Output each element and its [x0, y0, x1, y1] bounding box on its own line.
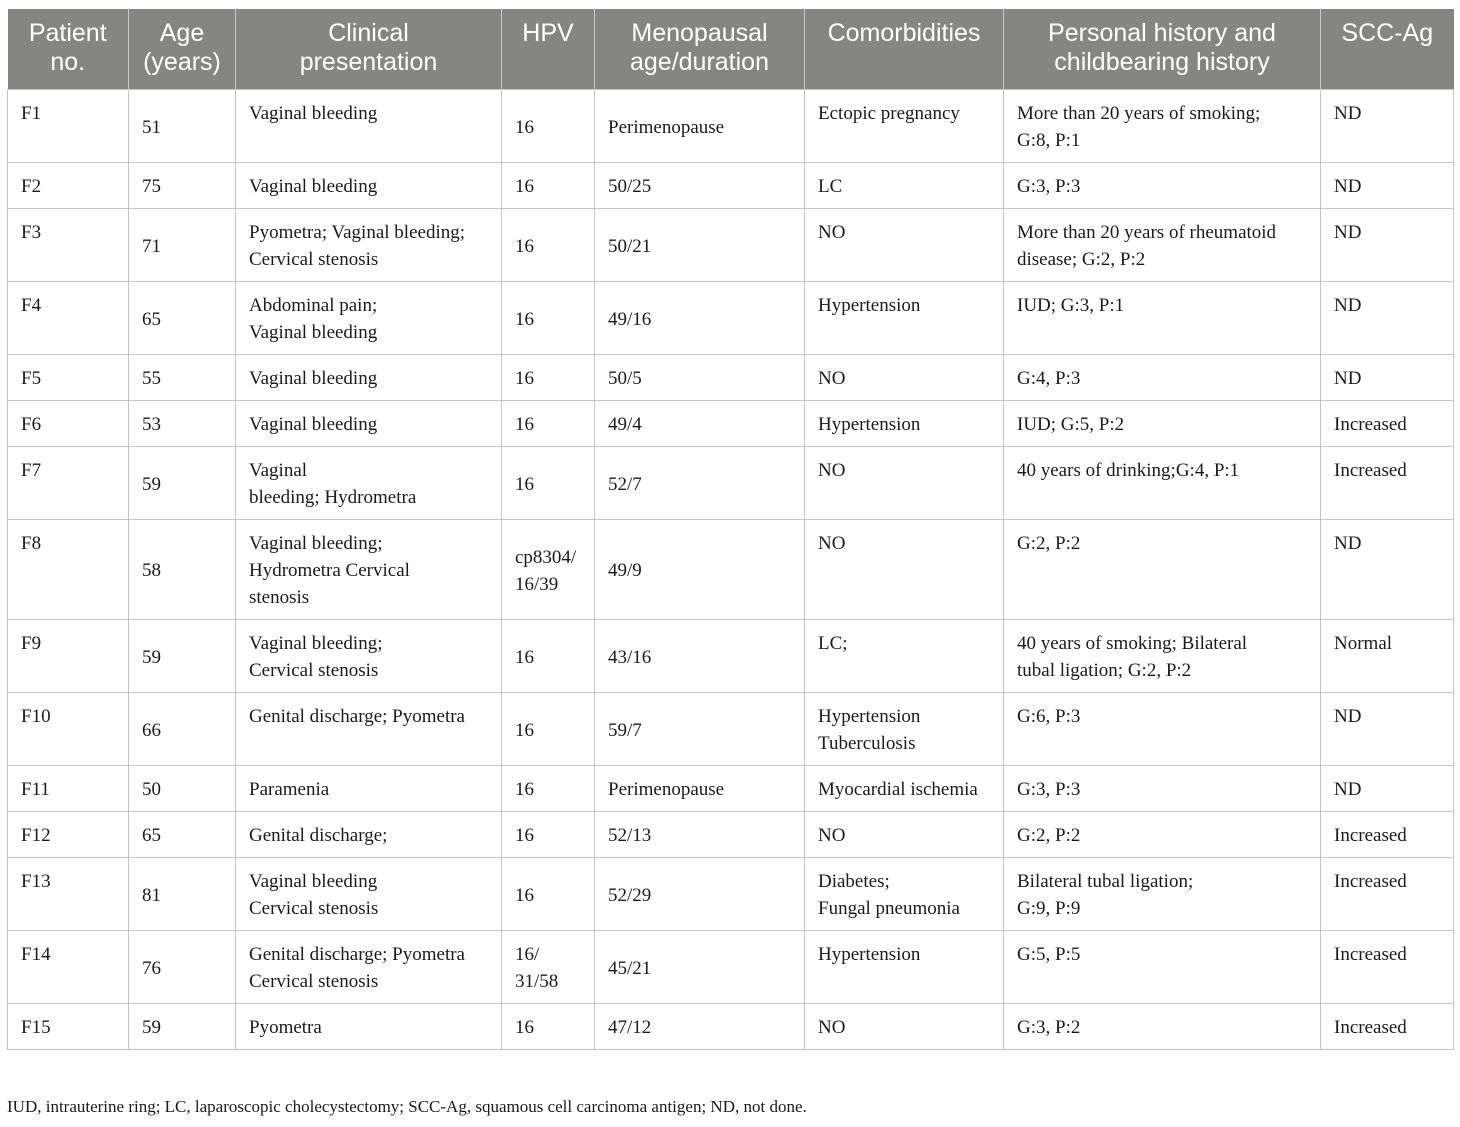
- cell-scc-ag: Increased: [1321, 401, 1454, 447]
- table-container: [7, 9, 1453, 1050]
- cell-age: 55: [129, 355, 236, 401]
- cell-comorbidities: Hypertension: [805, 931, 1004, 1004]
- cell-comorbidities: NO: [805, 520, 1004, 620]
- cell-menopausal-age-duration: 52/7: [595, 447, 805, 520]
- cell-age: 75: [129, 163, 236, 209]
- cell-patient-no: F9: [8, 620, 129, 693]
- cell-comorbidities: NO: [805, 447, 1004, 520]
- table-row: [8, 163, 1454, 209]
- cell-clinical-presentation: Vaginal bleeding: [236, 355, 502, 401]
- cell-clinical-presentation: Vaginal bleeding; Hydrometra: [236, 447, 502, 520]
- cell-comorbidities: NO: [805, 355, 1004, 401]
- table-row: [8, 401, 1454, 447]
- cell-scc-ag: ND: [1321, 520, 1454, 620]
- header-patient-no: Patient no.: [8, 9, 129, 90]
- cell-clinical-presentation: Pyometra: [236, 1004, 502, 1050]
- cell-clinical-presentation: Abdominal pain; Vaginal bleeding: [236, 282, 502, 355]
- cell-personal-history: G:2, P:2: [1004, 812, 1321, 858]
- cell-age: 81: [129, 858, 236, 931]
- cell-menopausal-age-duration: 50/25: [595, 163, 805, 209]
- cell-menopausal-age-duration: 49/9: [595, 520, 805, 620]
- cell-personal-history: G:3, P:3: [1004, 163, 1321, 209]
- cell-patient-no: F12: [8, 812, 129, 858]
- cell-clinical-presentation: Pyometra; Vaginal bleeding; Cervical stenosis: [236, 209, 502, 282]
- header-hpv: HPV: [502, 9, 595, 90]
- cell-menopausal-age-duration: Perimenopause: [595, 766, 805, 812]
- cell-hpv: 16: [502, 620, 595, 693]
- cell-scc-ag: Increased: [1321, 1004, 1454, 1050]
- cell-menopausal-age-duration: 50/21: [595, 209, 805, 282]
- table-row: [8, 693, 1454, 766]
- cell-patient-no: F8: [8, 520, 129, 620]
- cell-clinical-presentation: Paramenia: [236, 766, 502, 812]
- table-row: [8, 931, 1454, 1004]
- table-row: [8, 355, 1454, 401]
- cell-hpv: 16: [502, 90, 595, 163]
- table-row: [8, 812, 1454, 858]
- cell-patient-no: F11: [8, 766, 129, 812]
- cell-patient-no: F1: [8, 90, 129, 163]
- cell-hpv: 16: [502, 858, 595, 931]
- cell-clinical-presentation: Genital discharge; Pyometra: [236, 693, 502, 766]
- cell-clinical-presentation: Genital discharge; Pyometra Cervical stenosis: [236, 931, 502, 1004]
- cell-menopausal-age-duration: 52/13: [595, 812, 805, 858]
- cell-scc-ag: ND: [1321, 90, 1454, 163]
- table-row: [8, 90, 1454, 163]
- cell-scc-ag: ND: [1321, 766, 1454, 812]
- cell-menopausal-age-duration: 52/29: [595, 858, 805, 931]
- cell-patient-no: F5: [8, 355, 129, 401]
- cell-personal-history: G:4, P:3: [1004, 355, 1321, 401]
- cell-clinical-presentation: Vaginal bleeding: [236, 90, 502, 163]
- cell-menopausal-age-duration: 47/12: [595, 1004, 805, 1050]
- cell-patient-no: F2: [8, 163, 129, 209]
- header-row: [8, 9, 1454, 90]
- cell-comorbidities: Diabetes; Fungal pneumonia: [805, 858, 1004, 931]
- cell-hpv: cp8304/ 16/39: [502, 520, 595, 620]
- cell-age: 59: [129, 1004, 236, 1050]
- cell-personal-history: G:2, P:2: [1004, 520, 1321, 620]
- cell-personal-history: 40 years of smoking; Bilateral tubal ligation; G:2, P:2: [1004, 620, 1321, 693]
- cell-age: 51: [129, 90, 236, 163]
- cell-age: 71: [129, 209, 236, 282]
- header-clinical-presentation: Clinical presentation: [236, 9, 502, 90]
- cell-patient-no: F6: [8, 401, 129, 447]
- header-comorbidities: Comorbidities: [805, 9, 1004, 90]
- cell-patient-no: F14: [8, 931, 129, 1004]
- cell-comorbidities: Ectopic pregnancy: [805, 90, 1004, 163]
- cell-clinical-presentation: Vaginal bleeding: [236, 163, 502, 209]
- cell-hpv: 16: [502, 355, 595, 401]
- cell-age: 65: [129, 282, 236, 355]
- cell-scc-ag: Normal: [1321, 620, 1454, 693]
- cell-patient-no: F10: [8, 693, 129, 766]
- cell-age: 58: [129, 520, 236, 620]
- cell-scc-ag: Increased: [1321, 447, 1454, 520]
- cell-hpv: 16: [502, 447, 595, 520]
- table-row: [8, 858, 1454, 931]
- cell-age: 65: [129, 812, 236, 858]
- cell-clinical-presentation: Vaginal bleeding: [236, 401, 502, 447]
- cell-personal-history: G:3, P:2: [1004, 1004, 1321, 1050]
- cell-comorbidities: Hypertension: [805, 282, 1004, 355]
- cell-hpv: 16: [502, 693, 595, 766]
- table-row: [8, 620, 1454, 693]
- cell-comorbidities: Hypertension Tuberculosis: [805, 693, 1004, 766]
- cell-age: 59: [129, 447, 236, 520]
- cell-age: 59: [129, 620, 236, 693]
- cell-clinical-presentation: Vaginal bleeding; Cervical stenosis: [236, 620, 502, 693]
- cell-hpv: 16: [502, 282, 595, 355]
- cell-personal-history: Bilateral tubal ligation; G:9, P:9: [1004, 858, 1321, 931]
- cell-scc-ag: ND: [1321, 282, 1454, 355]
- cell-comorbidities: LC: [805, 163, 1004, 209]
- table-row: [8, 520, 1454, 620]
- cell-scc-ag: ND: [1321, 209, 1454, 282]
- cell-menopausal-age-duration: 45/21: [595, 931, 805, 1004]
- cell-comorbidities: Myocardial ischemia: [805, 766, 1004, 812]
- cell-comorbidities: Hypertension: [805, 401, 1004, 447]
- cell-scc-ag: ND: [1321, 355, 1454, 401]
- cell-menopausal-age-duration: Perimenopause: [595, 90, 805, 163]
- header-personal-history: Personal history and childbearing history: [1004, 9, 1321, 90]
- table-row: [8, 209, 1454, 282]
- table-body: [8, 90, 1454, 1050]
- cell-scc-ag: Increased: [1321, 931, 1454, 1004]
- cell-menopausal-age-duration: 43/16: [595, 620, 805, 693]
- cell-menopausal-age-duration: 50/5: [595, 355, 805, 401]
- cell-patient-no: F3: [8, 209, 129, 282]
- cell-personal-history: G:6, P:3: [1004, 693, 1321, 766]
- table-footnote: IUD, intrauterine ring; LC, laparoscopic cholecystectomy; SCC-Ag, squamous cell carcinoma antigen; ND, not done.: [7, 1097, 807, 1116]
- cell-scc-ag: Increased: [1321, 812, 1454, 858]
- cell-hpv: 16: [502, 1004, 595, 1050]
- cell-patient-no: F15: [8, 1004, 129, 1050]
- cell-personal-history: G:5, P:5: [1004, 931, 1321, 1004]
- cell-personal-history: More than 20 years of smoking; G:8, P:1: [1004, 90, 1321, 163]
- cell-personal-history: 40 years of drinking;G:4, P:1: [1004, 447, 1321, 520]
- cell-patient-no: F7: [8, 447, 129, 520]
- cell-personal-history: IUD; G:3, P:1: [1004, 282, 1321, 355]
- cell-hpv: 16/ 31/58: [502, 931, 595, 1004]
- cell-age: 66: [129, 693, 236, 766]
- cell-comorbidities: NO: [805, 812, 1004, 858]
- cell-comorbidities: NO: [805, 1004, 1004, 1050]
- cell-personal-history: G:3, P:3: [1004, 766, 1321, 812]
- cell-patient-no: F4: [8, 282, 129, 355]
- cell-hpv: 16: [502, 209, 595, 282]
- cell-age: 50: [129, 766, 236, 812]
- cell-hpv: 16: [502, 401, 595, 447]
- cell-personal-history: More than 20 years of rheumatoid disease; G:2, P:2: [1004, 209, 1321, 282]
- cell-hpv: 16: [502, 812, 595, 858]
- cell-menopausal-age-duration: 49/4: [595, 401, 805, 447]
- cell-clinical-presentation: Vaginal bleeding; Hydrometra Cervical stenosis: [236, 520, 502, 620]
- cell-hpv: 16: [502, 163, 595, 209]
- cell-comorbidities: NO: [805, 209, 1004, 282]
- header-age: Age (years): [129, 9, 236, 90]
- header-menopausal-age-duration: Menopausal age/duration: [595, 9, 805, 90]
- cell-scc-ag: ND: [1321, 693, 1454, 766]
- header-scc-ag: SCC-Ag: [1321, 9, 1454, 90]
- cell-scc-ag: ND: [1321, 163, 1454, 209]
- cell-menopausal-age-duration: 49/16: [595, 282, 805, 355]
- cell-clinical-presentation: Genital discharge;: [236, 812, 502, 858]
- patient-characteristics-table: [7, 9, 1454, 1050]
- cell-age: 53: [129, 401, 236, 447]
- cell-comorbidities: LC;: [805, 620, 1004, 693]
- cell-clinical-presentation: Vaginal bleeding Cervical stenosis: [236, 858, 502, 931]
- table-row: [8, 282, 1454, 355]
- cell-personal-history: IUD; G:5, P:2: [1004, 401, 1321, 447]
- cell-patient-no: F13: [8, 858, 129, 931]
- table-row: [8, 447, 1454, 520]
- table-row: [8, 1004, 1454, 1050]
- table-row: [8, 766, 1454, 812]
- cell-menopausal-age-duration: 59/7: [595, 693, 805, 766]
- cell-age: 76: [129, 931, 236, 1004]
- cell-hpv: 16: [502, 766, 595, 812]
- cell-scc-ag: Increased: [1321, 858, 1454, 931]
